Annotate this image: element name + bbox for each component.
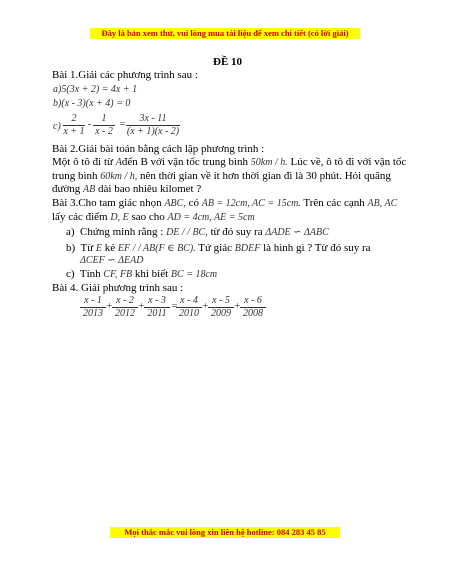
bai3-text: Tính [79,268,101,280]
bai3-heading: Bài 3.Cho tam giác nhọn [52,197,162,209]
bai2-text: trung bình [52,170,98,182]
bai4-operator: + [138,301,145,312]
bai4-frac-num: x - 3 [144,295,170,308]
bai4-fraction [144,295,170,320]
bai4-operator: + [234,301,241,312]
bai4-fraction [80,295,106,320]
bai1-c-minus: - [88,119,92,130]
bai4-frac-den: 2008 [243,308,263,319]
bai4-frac-num: x - 4 [176,295,202,308]
bai2-heading: Bài 2.Giải bài toán bằng cách lập phương trình : [52,143,265,155]
bai1-c-frac2-den: x - 2 [95,126,113,137]
bai2-text: Lúc về, ô tô đi với vận tốc [290,156,407,168]
bai3-lengths: AB = 12cm, AC = 15cm. [201,198,301,209]
bai3-c-label: c) [66,268,75,280]
bai1-c-frac1-num: 2 [63,113,85,126]
bai3-part-c [66,268,217,280]
bai4-fraction [176,295,202,320]
bai4-frac-den: 2010 [179,308,199,319]
bai2-text: đến B với vận tốc trung bình [121,156,249,168]
header-banner: Đây là bản xem thử, vui lòng mua tài liệu để xem chi tiết (có lời giải) [90,28,360,39]
bai2-point-a: A [115,157,122,168]
bai3-part-a [66,226,329,238]
bai4-fraction [112,295,138,320]
bai3-a-math-1: DE / / BC, [166,227,208,238]
bai2-text: đường [52,183,81,195]
bai1-c-frac1-den: x + 1 [63,126,85,137]
bai4-heading: Bài 4. Giải phương trình sau : [52,282,184,294]
bai3-b-math-1: EF / / AB(F ∈ BC). [117,243,196,254]
bai4-fraction [240,295,266,320]
bai4-operator: + [202,301,209,312]
bai3-text: Trên các cạnh [303,197,365,209]
bai3-b-label: b) [66,242,76,254]
bai1-c-fraction-2 [93,113,115,138]
bai3-line-1 [52,197,397,209]
bai3-c-math-1: CF, FB [103,269,133,280]
bai3-sides: AB, AC [367,198,398,209]
page-title: ĐỀ 10 [213,56,243,68]
bai3-text: sao cho [131,211,165,223]
bai2-speed-2: 60km / h, [100,171,138,182]
bai1-heading: Bài 1.Giải các phương trình sau : [52,69,198,81]
bai4-frac-num: x - 6 [240,295,266,308]
bai2-text: nên thời gian về ít hơn thời gian đi là 30 phút. Hỏi quãng [139,170,391,182]
bai3-text: từ đó suy ra [210,226,263,238]
bai3-text: kẻ [104,242,116,254]
bai3-a-label: a) [66,226,75,238]
bai2-text: Một ô tô đi từ [52,156,113,168]
bai3-text: Từ [80,242,94,254]
bai3-line-2 [52,211,255,223]
bai1-c-frac3-num: 3x - 11 [126,113,180,126]
bai1-c-frac3-den: (x + 1)(x - 2) [126,126,180,137]
bai4-frac-den: 2012 [115,308,135,319]
bai2-line-3 [52,183,201,195]
bai3-text: có [188,197,199,209]
bai3-part-b [66,242,371,254]
bai1-part-c-label: c) [53,121,61,132]
footer-banner: Mọi thắc mắc vui lòng xin liên hệ hotline: 084 283 45 85 [110,527,340,538]
bai1-c-fraction-1 [63,113,85,138]
bai3-text: Chứng minh rằng : [80,226,164,238]
bai3-points: D, E [110,212,129,223]
bai4-frac-den: 2013 [83,308,103,319]
bai1-c-fraction-3 [126,113,180,138]
bai3-c-math-2: BC = 18cm [170,269,218,280]
bai4-fraction [208,295,234,320]
bai3-b-point-e: E [95,243,103,254]
bai1-part-b: b)(x - 3)(x + 4) = 0 [53,98,131,109]
bai2-text: dài bao nhiêu kilomet ? [98,183,202,195]
bai3-text: khi biết [134,268,169,280]
bai1-part-a: a)5(3x + 2) = 4x + 1 [53,84,138,95]
bai4-operator: = [171,301,178,312]
bai4-frac-den: 2011 [147,308,167,319]
bai3-a-math-2: ΔADE ∽ ΔABC [265,227,329,238]
bai4-frac-num: x - 1 [80,295,106,308]
bai2-segment-ab: AB [83,184,96,195]
bai3-b-math-2: ΔCEF ∽ ΔEAD [80,255,144,266]
bai3-lengths-2: AD = 4cm, AE = 5cm [167,212,255,223]
bai3-triangle: ABC, [164,198,186,209]
bai4-frac-num: x - 2 [112,295,138,308]
bai3-text: là hình gì ? Từ đó suy ra [263,242,371,254]
bai4-operator: + [106,301,113,312]
bai2-line-2 [52,170,391,182]
bai4-frac-den: 2009 [211,308,231,319]
bai4-frac-num: x - 5 [208,295,234,308]
bai2-line-1 [52,156,406,168]
bai3-text: lấy các điểm [52,211,108,223]
bai2-speed-1: 50km / h. [250,157,288,168]
bai1-c-frac2-num: 1 [93,113,115,126]
bai3-text: Tứ giác [198,242,233,254]
bai3-b-quad: BDEF [234,243,261,254]
bai1-c-equals: = [119,119,126,130]
